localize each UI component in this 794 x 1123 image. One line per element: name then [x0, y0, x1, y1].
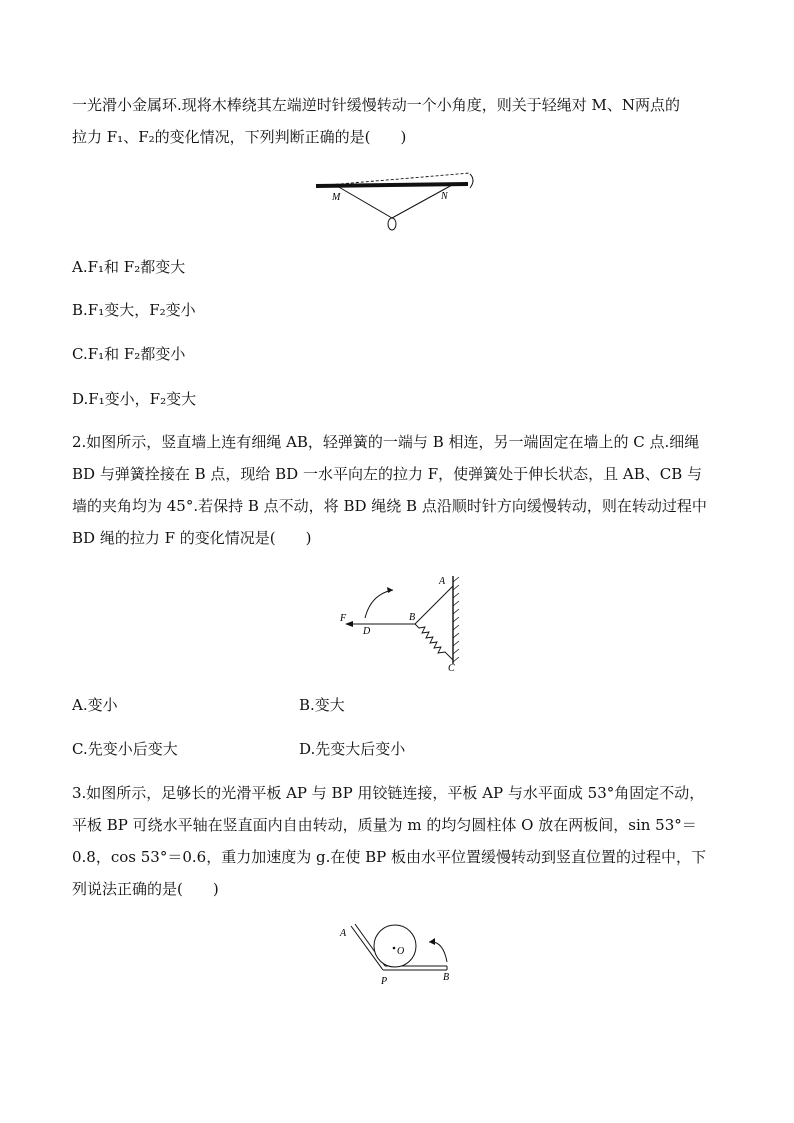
rotation-arc [365, 590, 393, 618]
spring-bc [415, 624, 453, 660]
q2-option-b: B.变大 [299, 696, 345, 714]
rotation-arrowhead [387, 587, 393, 593]
label-b: B [409, 612, 416, 623]
label-p: P [381, 976, 388, 987]
q1-option-d: D.F₁变小，F₂变大 [72, 390, 197, 408]
q2-stem-line-3: 墙的夹角均为 45°.若保持 B 点不动，将 BD 绳绕 B 点沿顺时针方向缓慢转动，则在转动过程中 [72, 497, 707, 515]
q1-option-b: B.F₁变大，F₂变小 [72, 301, 196, 319]
label-d: D [363, 626, 371, 637]
label-c: C [448, 663, 455, 674]
rotation-arc [429, 942, 447, 962]
q1-figure [310, 168, 485, 236]
q2-option-c: C.先变小后变大 [72, 740, 178, 758]
q1-option-a: A.F₁和 F₂都变大 [72, 258, 186, 276]
q3-stem-line-4: 列说法正确的是( ) [72, 880, 219, 898]
q1-stem-line-2: 拉力 F₁、F₂的变化情况，下列判断正确的是( ) [72, 128, 407, 146]
label-o: O [397, 946, 405, 957]
cylinder-o [374, 925, 416, 967]
label-a: A [340, 928, 347, 939]
q2-option-a: A.变小 [72, 696, 118, 714]
q3-stem-line-1: 3.如图所示，足够长的光滑平板 AP 与 BP 用铰链连接，平板 AP 与水平面成 53°角固定不动， [72, 784, 705, 802]
rotation-arrowhead [429, 938, 435, 945]
q2-option-d: D.先变大后变小 [299, 740, 406, 758]
label-f: F [340, 613, 347, 624]
label-b: B [443, 972, 450, 983]
wall-hatching [453, 577, 459, 662]
q1-stem-line-1: 一光滑小金属环.现将木棒绕其左端逆时针缓慢转动一个小角度，则关于轻绳对 M、N两点的 [72, 96, 681, 114]
label-a: A [439, 576, 446, 587]
label-m: M [332, 192, 341, 203]
q3-stem-line-2: 平板 BP 可绕水平轴在竖直面内自由转动，质量为 m 的均匀圆柱体 O 放在两板间，sin 53°＝ [72, 816, 697, 834]
q2-stem-line-4: BD 绳的拉力 F 的变化情况是( ) [72, 529, 312, 547]
q2-stem-line-1: 2.如图所示，竖直墙上连有细绳 AB，轻弹簧的一端与 B 相连，另一端固定在墙上的 C 点.细绳 [72, 433, 700, 451]
rope-ab [415, 586, 453, 624]
cylinder-center-dot [393, 947, 396, 950]
q2-stem-line-2: BD 与弹簧拴接在 B 点，现给 BD 一水平向左的拉力 F，使弹簧处于伸长状态，且 AB、CB 与 [72, 465, 703, 483]
q3-stem-line-3: 0.8，cos 53°＝0.6，重力加速度为 g.在使 BP 板由水平位置缓慢转动到竖直位置的过程中，下 [72, 848, 706, 866]
q2-figure [335, 572, 465, 674]
rope-left [337, 186, 392, 218]
force-arrow-f [345, 621, 353, 627]
q1-option-c: C.F₁和 F₂都变小 [72, 345, 186, 363]
rotation-arc [470, 174, 473, 188]
metal-ring [388, 218, 396, 230]
label-n: N [441, 191, 448, 202]
q3-figure [335, 918, 465, 988]
